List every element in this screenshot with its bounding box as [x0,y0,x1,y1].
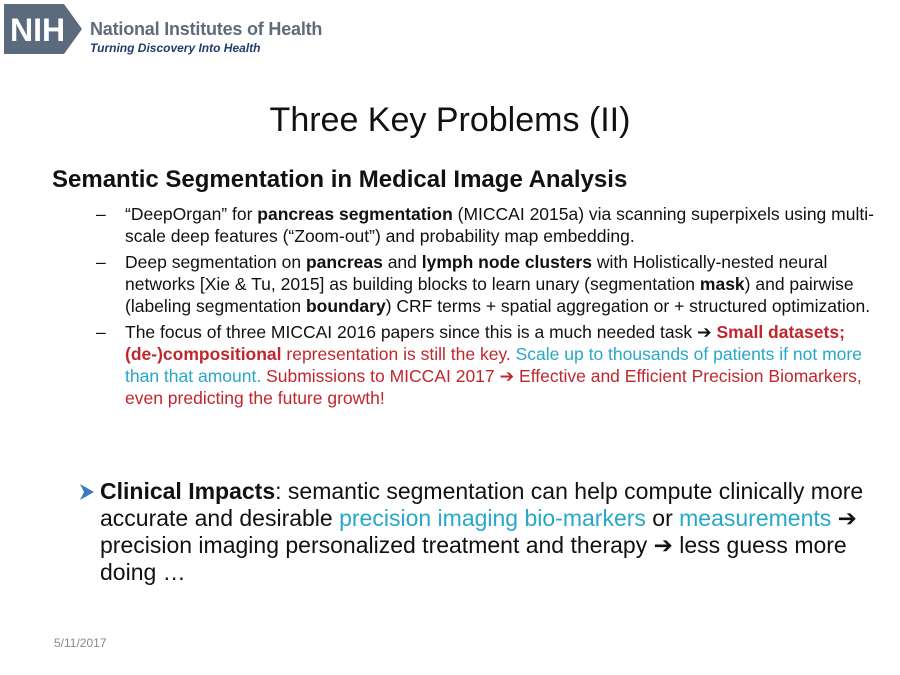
bullet-item: – The focus of three MICCAI 2016 papers since this is a much needed task ➔ Small datasets; (de-)compositional representation is still the key. Scale up to thousands of patients if not more than that amount. Submissions to MICCAI 2017 ➔ Effective and Efficient Precision Biomarkers, even predicting the future growth! [96,322,862,408]
nih-badge-text: NIH [10,12,66,48]
slide-date: 5/11/2017 [54,636,107,650]
arrow-icon: ➔ [696,322,712,342]
bullet-item: – “DeepOrgan” for pancreas segmentation (MICCAI 2015a) via scanning superpixels using multi-scale deep features (“Zoom-out”) and probability map embedding. [96,204,874,246]
section-heading: Semantic Segmentation in Medical Image Analysis [52,166,628,193]
measurements-link: measurements [679,505,832,531]
clinical-impacts: Clinical Impacts: semantic segmentation can help compute clinically more accurate and desirable precision imaging bio-markers or measurements ➔ precision imaging personalized treatment and therapy ➔ less guess more doing … [78,478,878,586]
nih-logo [4,4,344,54]
dash-marker: – [96,252,106,272]
logo-tagline: Turning Discovery Into Health [90,41,261,55]
bio-markers-link: precision imaging bio-markers [339,505,646,531]
dash-marker: – [96,322,106,342]
arrow-icon: ➔ [499,366,515,386]
impact-label: Clinical Impacts [100,478,276,504]
bullet-list [96,203,876,413]
dash-marker: – [96,204,106,224]
arrow-bullet-icon [78,483,96,501]
logo-title: National Institutes of Health [90,19,323,39]
slide-title: Three Key Problems (II) [269,100,631,139]
nih-badge-icon [4,4,82,54]
bullet-item: – Deep segmentation on pancreas and lymph node clusters with Holistically-nested neural networks [Xie & Tu, 2015] as building blocks to learn unary (segmentation mask) and pairwise (labeling segmentation boundary) CRF terms + spatial aggregation or + structured optimization. [96,252,871,316]
